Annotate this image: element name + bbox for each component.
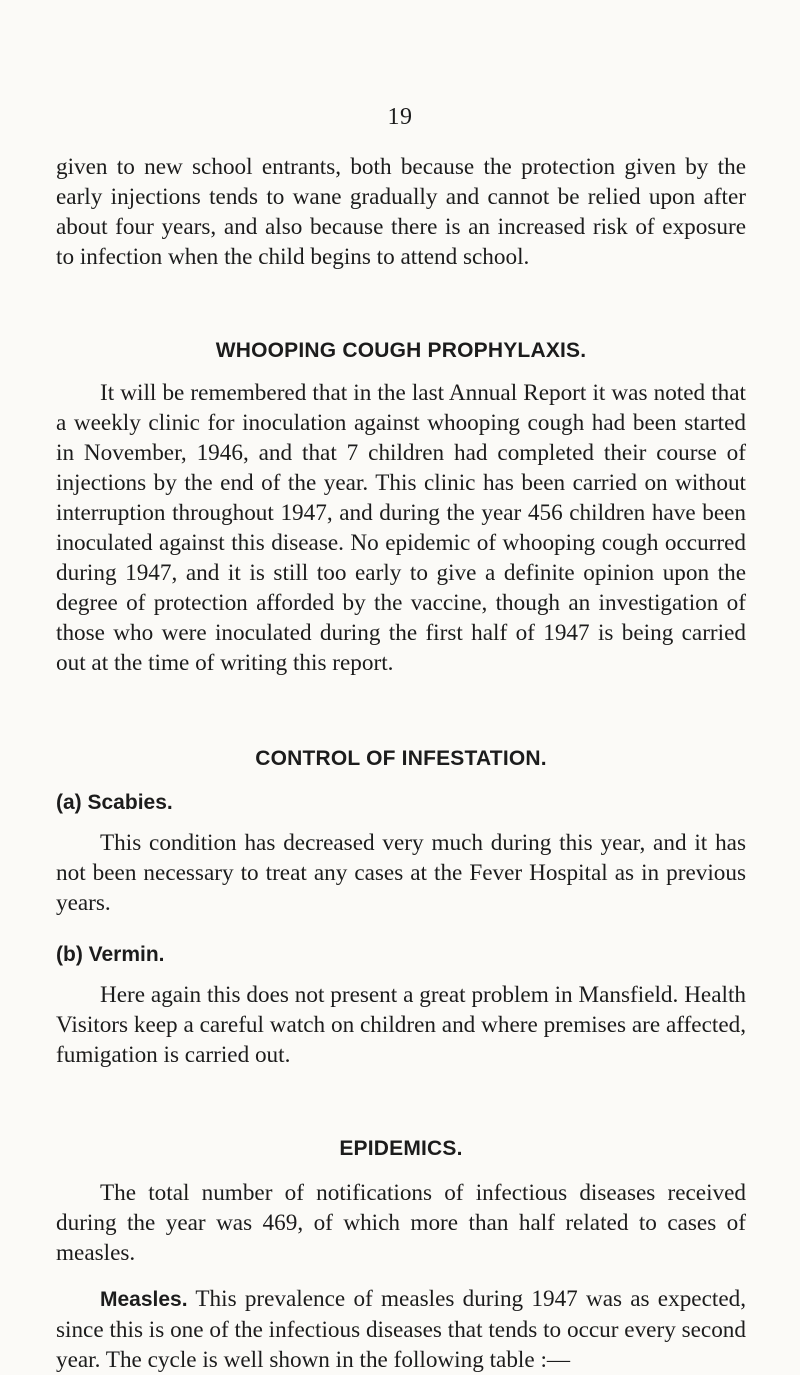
whooping-cough-heading: WHOOPING COUGH PROPHYLAXIS. — [215, 339, 587, 362]
vermin-heading: (b) Vermin. — [56, 943, 165, 966]
whooping-cough-paragraph: It will be remembered that in the last Annual Report it was noted that a weekly clinic for inoculation against whooping cough had been started in November, 1946, and that 7 children had completed their course of injections by the end of the year. This clinic has been carried on without interruption throughout 1947, and during the year 456 children have been inoculated against this disease. No epidemic of whooping cough occurred during 1947, and it is still too early to give a definite opinion upon the degree of protection afforded by the vaccine, though an investigation of those who were inoculated during the first half of 1947 is being carried out at the time of writing this report. — [56, 380, 746, 676]
page-content — [56, 152, 746, 1375]
intro-paragraph: given to new school entrants, both because the protection given by the early injections tends to wane gradually and cannot be relied upon after about four years, and also because there is an increased risk of exposure to infection when the child begins to attend school. — [56, 154, 746, 270]
measles-label: Measles. — [100, 1288, 188, 1311]
epidemics-paragraph: The total number of notifications of infectious diseases received during the year was 469, of which more than half related to cases of measles. — [56, 1180, 746, 1266]
scabies-heading: (a) Scabies. — [56, 791, 173, 814]
measles-paragraph — [56, 1284, 746, 1375]
epidemics-heading: EPIDEMICS. — [339, 1137, 463, 1160]
infestation-heading: CONTROL OF INFESTATION. — [255, 747, 547, 770]
page-number: 19 — [387, 104, 413, 130]
scabies-paragraph: This condition has decreased very much during this year, and it has not been necessary to treat any cases at the Fever Hospital as in previous years. — [56, 830, 746, 916]
measles-text: This prevalence of measles during 1947 was as expected, since this is one of the infectious diseases that tends to occur every second year. The cycle is well shown in the following table :— — [56, 1286, 746, 1373]
vermin-paragraph: Here again this does not present a great problem in Mansfield. Health Visitors keep a careful watch on children and where premises are affected, fumigation is carried out. — [56, 982, 746, 1068]
